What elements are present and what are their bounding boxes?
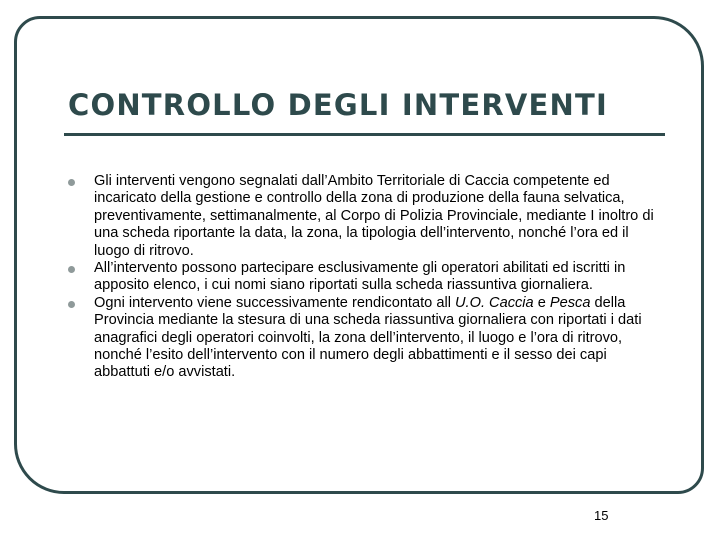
bullet-text-middle: e xyxy=(533,294,550,311)
bullet-text-after: della Provincia mediante la stesura di una scheda riassuntiva giornaliera con riportati i dati anagrafici degli operatori coinvolti, la zona dell’intervento, il luogo e l’ora di ritrovo, nonché l’esito dell’intervento con il numero degli abbattimenti e il sesso dei capi abbattuti e/o avvistati. xyxy=(94,294,642,381)
bullet-item xyxy=(68,260,660,295)
bullet-text: Gli interventi vengono segnalati dall’Ambito Territoriale di Caccia competente ed incaricato della gestione e controllo della zona di produzione della fauna selvatica, preventivamente, settimanalmente, al Corpo di Polizia Provinciale, mediante I inoltro di una scheda riportante la data, la zona, la tipologia dell’intervento, nonché l’ora ed il luogo di ritrovo. xyxy=(94,173,654,259)
page-number: 15 xyxy=(594,508,609,523)
bullet-italic-pesca: Pesca xyxy=(549,294,591,311)
bullet-list xyxy=(68,173,660,382)
bullet-text: All’intervento possono partecipare esclusivamente gli operatori abilitati ed iscritti in apposito elenco, i cui nomi siano riportati sulla scheda riassuntiva giornaliera. xyxy=(94,260,626,294)
slide-title: CONTROLLO DEGLI INTERVENTI xyxy=(68,88,608,122)
bullet-dot-icon xyxy=(68,301,75,308)
bullet-text-before: Ogni intervento viene successivamente rendicontato all xyxy=(94,294,455,311)
bullet-dot-icon xyxy=(68,179,75,186)
bullet-item xyxy=(68,173,660,260)
bullet-italic-uo-caccia: U.O. Caccia xyxy=(455,294,534,311)
title-underline xyxy=(64,133,665,136)
bullet-item xyxy=(68,295,660,382)
bullet-dot-icon xyxy=(68,266,75,273)
